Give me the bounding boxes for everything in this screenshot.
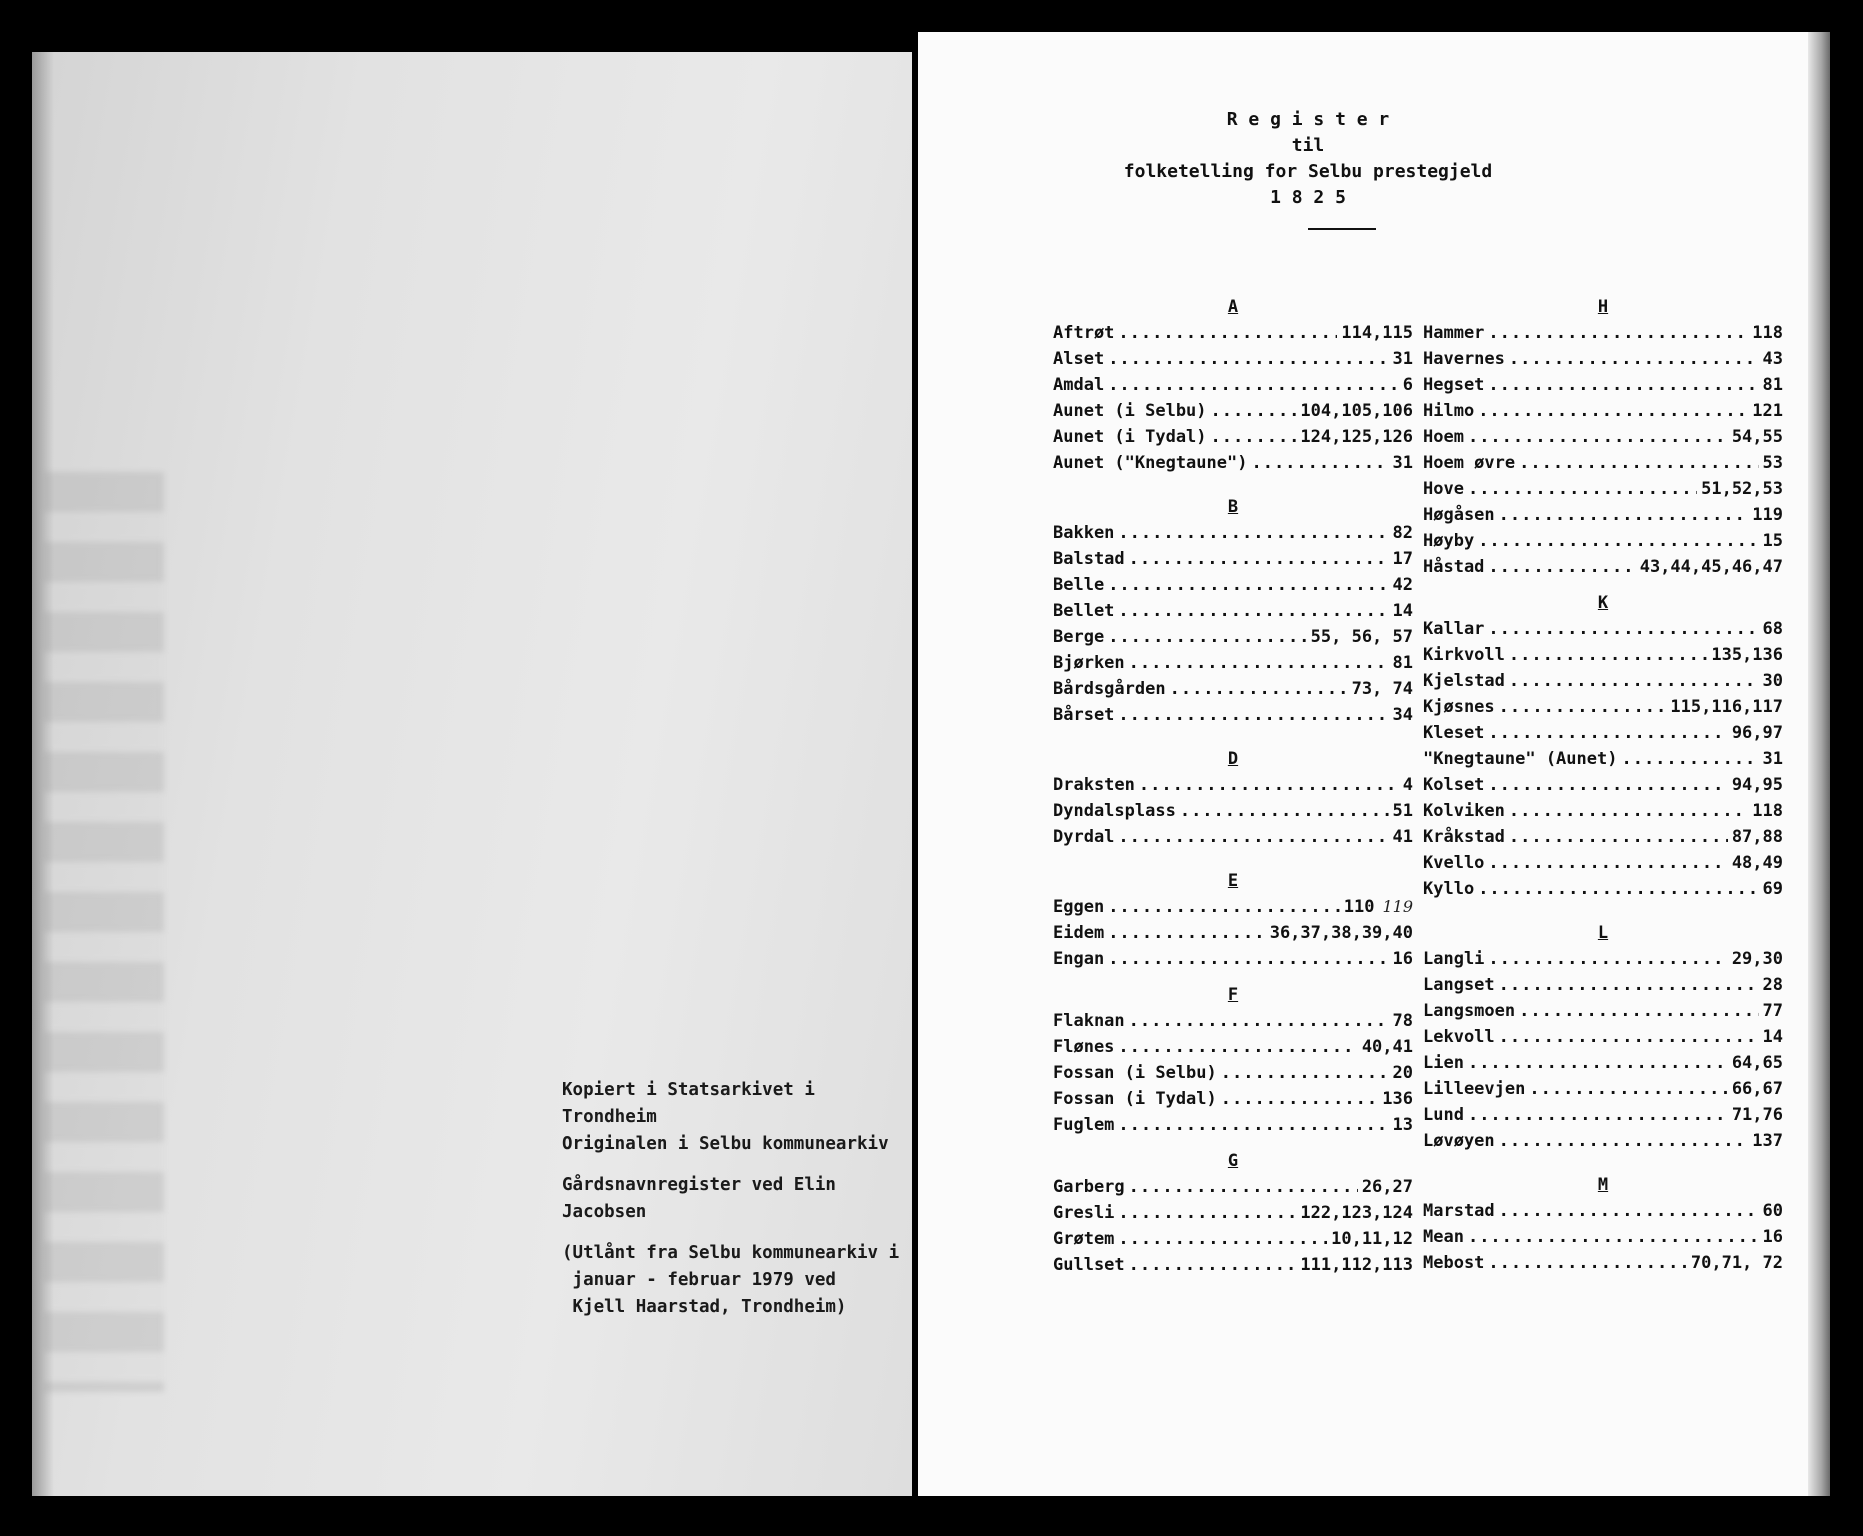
leader-dots xyxy=(1221,1060,1389,1086)
entry-pages: 13 xyxy=(1392,1115,1413,1135)
register-entry xyxy=(1053,1034,1413,1060)
entry-pages: 69 xyxy=(1762,879,1783,899)
leader-dots xyxy=(1118,1200,1296,1226)
register-entry xyxy=(1053,1008,1413,1034)
entry-name: Berge xyxy=(1053,627,1105,647)
leader-dots xyxy=(1108,372,1399,398)
leader-dots xyxy=(1468,1102,1728,1128)
right-page xyxy=(918,32,1830,1496)
register-entry xyxy=(1053,598,1413,624)
title-underline xyxy=(1308,228,1376,230)
entry-name: Bakken xyxy=(1053,523,1115,543)
leader-dots xyxy=(1499,1128,1749,1154)
entry-name: Kråkstad xyxy=(1423,827,1505,847)
entry-pages: 30 xyxy=(1762,671,1783,691)
entry-name: Langset xyxy=(1423,975,1495,995)
leader-dots xyxy=(1488,1250,1686,1276)
leader-dots xyxy=(1478,398,1748,424)
register-entry xyxy=(1423,1250,1783,1276)
leader-dots xyxy=(1129,546,1389,572)
archive-note-line: Gårdsnavnregister ved Elin Jacobsen xyxy=(562,1175,836,1222)
register-entry xyxy=(1053,894,1413,920)
entry-name: Draksten xyxy=(1053,775,1135,795)
register-entry xyxy=(1423,528,1783,554)
register-entry xyxy=(1053,424,1413,450)
register-entry xyxy=(1053,702,1413,728)
register-entry xyxy=(1423,972,1783,998)
entry-pages: 114,115 xyxy=(1341,323,1413,343)
register-year: 1 8 2 5 xyxy=(1270,187,1346,208)
register-entry xyxy=(1423,642,1783,668)
leader-dots xyxy=(1499,502,1749,528)
page-edge xyxy=(1808,32,1830,1496)
entry-pages: 15 xyxy=(1762,531,1783,551)
register-entry xyxy=(1053,920,1413,946)
entry-name: Bårset xyxy=(1053,705,1115,725)
archive-note-line: Originalen i Selbu kommunearkiv xyxy=(562,1134,889,1154)
entry-pages: 60 xyxy=(1762,1201,1783,1221)
leader-dots xyxy=(1621,746,1758,772)
entry-name: Eggen xyxy=(1053,897,1105,917)
leader-dots xyxy=(1180,798,1389,824)
entry-name: Belle xyxy=(1053,575,1105,595)
register-entry xyxy=(1053,1200,1413,1226)
entry-pages: 71,76 xyxy=(1731,1105,1783,1125)
section-letter-d: D xyxy=(1227,749,1239,769)
entry-pages: 119 xyxy=(1752,505,1783,525)
entry-pages: 29,30 xyxy=(1731,949,1783,969)
entry-pages: 81 xyxy=(1392,653,1413,673)
leader-dots xyxy=(1488,554,1635,580)
entry-pages: 10,11,12 xyxy=(1331,1229,1413,1249)
entry-pages: 36,37,38,39,40 xyxy=(1269,923,1413,943)
entry-name: Håstad xyxy=(1423,557,1485,577)
entry-pages: 4 xyxy=(1402,775,1413,795)
entry-name: Engan xyxy=(1053,949,1105,969)
register-entry xyxy=(1423,746,1783,772)
register-entry xyxy=(1053,372,1413,398)
entry-pages: 26,27 xyxy=(1361,1177,1413,1197)
entry-name: Grøtem xyxy=(1053,1229,1115,1249)
entry-name: Bårdsgården xyxy=(1053,679,1166,699)
register-entry xyxy=(1053,624,1413,650)
entry-name: Aftrøt xyxy=(1053,323,1115,343)
index-column-right xyxy=(1423,294,1783,1276)
section-letter-h: H xyxy=(1597,297,1609,317)
leader-dots xyxy=(1478,876,1758,902)
entry-pages: 16 xyxy=(1392,949,1413,969)
entry-pages: 16 xyxy=(1762,1227,1783,1247)
entry-name: Marstad xyxy=(1423,1201,1495,1221)
register-entry xyxy=(1423,372,1783,398)
section-letter-a: A xyxy=(1227,297,1239,317)
entry-pages: 82 xyxy=(1392,523,1413,543)
leader-dots xyxy=(1509,668,1759,694)
entry-pages: 115,116,117 xyxy=(1670,697,1783,717)
entry-name: Lilleevjen xyxy=(1423,1079,1526,1099)
leader-dots xyxy=(1488,320,1748,346)
leader-dots xyxy=(1509,346,1759,372)
entry-pages: 81 xyxy=(1762,375,1783,395)
entry-name: Kleset xyxy=(1423,723,1485,743)
register-entry xyxy=(1053,1112,1413,1138)
entry-name: Kvello xyxy=(1423,853,1485,873)
entry-name: Hoem øvre xyxy=(1423,453,1516,473)
register-entry xyxy=(1423,998,1783,1024)
leader-dots xyxy=(1108,920,1266,946)
register-entry xyxy=(1053,772,1413,798)
register-entry xyxy=(1053,1174,1413,1200)
archive-note-line: Kjell Haarstad, Trondheim) xyxy=(562,1297,847,1317)
register-entry xyxy=(1053,676,1413,702)
entry-pages: 40,41 xyxy=(1361,1037,1413,1057)
archive-note-line: (Utlånt fra Selbu kommunearkiv i xyxy=(562,1243,900,1263)
leader-dots xyxy=(1118,1034,1357,1060)
leader-dots xyxy=(1129,1252,1297,1278)
entry-name: Flønes xyxy=(1053,1037,1115,1057)
leader-dots xyxy=(1108,894,1340,920)
entry-pages: 51,52,53 xyxy=(1701,479,1783,499)
entry-pages: 48,49 xyxy=(1731,853,1783,873)
entry-name: Hilmo xyxy=(1423,401,1475,421)
entry-name: Dyndalsplass xyxy=(1053,801,1176,821)
leader-dots xyxy=(1468,1224,1759,1250)
entry-pages: 42 xyxy=(1392,575,1413,595)
leader-dots xyxy=(1488,372,1758,398)
register-entry xyxy=(1423,946,1783,972)
register-entry xyxy=(1423,668,1783,694)
register-entry xyxy=(1423,1024,1783,1050)
entry-pages: 31 xyxy=(1392,453,1413,473)
register-entry xyxy=(1053,450,1413,476)
entry-pages: 53 xyxy=(1762,453,1783,473)
register-entry xyxy=(1053,346,1413,372)
entry-name: Alset xyxy=(1053,349,1105,369)
entry-pages: 34 xyxy=(1392,705,1413,725)
entry-name: Hammer xyxy=(1423,323,1485,343)
section-letter-b: B xyxy=(1227,497,1239,517)
register-entry xyxy=(1423,798,1783,824)
leader-dots xyxy=(1129,1174,1358,1200)
entry-name: Høgåsen xyxy=(1423,505,1495,525)
section-letter-m: M xyxy=(1597,1175,1609,1195)
register-entry xyxy=(1423,554,1783,580)
register-entry xyxy=(1053,1060,1413,1086)
register-entry xyxy=(1423,850,1783,876)
register-entry xyxy=(1053,798,1413,824)
entry-pages: 121 xyxy=(1752,401,1783,421)
entry-name: Gullset xyxy=(1053,1255,1125,1275)
entry-name: Bellet xyxy=(1053,601,1115,621)
leader-dots xyxy=(1519,998,1758,1024)
entry-pages: 66,67 xyxy=(1731,1079,1783,1099)
register-entry xyxy=(1423,502,1783,528)
entry-name: Aunet (i Selbu) xyxy=(1053,401,1207,421)
entry-name: Eidem xyxy=(1053,923,1105,943)
register-entry xyxy=(1423,1224,1783,1250)
entry-name: Aunet (i Tydal) xyxy=(1053,427,1207,447)
entry-pages: 64,65 xyxy=(1731,1053,1783,1073)
leader-dots xyxy=(1499,972,1759,998)
entry-name: Bjørken xyxy=(1053,653,1125,673)
section-letter-k: K xyxy=(1597,593,1609,613)
entry-pages: 31 xyxy=(1762,749,1783,769)
entry-name: Aunet ("Knegtaune") xyxy=(1053,453,1248,473)
archive-note-line: januar - februar 1979 ved xyxy=(562,1270,836,1290)
entry-name: Balstad xyxy=(1053,549,1125,569)
leader-dots xyxy=(1118,1112,1388,1138)
register-entry xyxy=(1053,824,1413,850)
leader-dots xyxy=(1468,476,1697,502)
entry-name: Kyllo xyxy=(1423,879,1475,899)
entry-name: Kolset xyxy=(1423,775,1485,795)
register-entry xyxy=(1053,546,1413,572)
register-entry xyxy=(1423,876,1783,902)
leader-dots xyxy=(1108,346,1388,372)
leader-dots xyxy=(1118,320,1337,346)
leader-dots xyxy=(1478,528,1758,554)
entry-name: Fossan (i Tydal) xyxy=(1053,1089,1217,1109)
register-entry xyxy=(1423,476,1783,502)
entry-pages: 31 xyxy=(1392,349,1413,369)
handwritten-correction: 119 xyxy=(1382,897,1413,916)
leader-dots xyxy=(1118,1226,1327,1252)
register-entry xyxy=(1423,424,1783,450)
entry-name: Garberg xyxy=(1053,1177,1125,1197)
register-entry xyxy=(1053,1252,1413,1278)
entry-pages: 118 xyxy=(1752,801,1783,821)
entry-name: Mean xyxy=(1423,1227,1464,1247)
entry-pages: 28 xyxy=(1762,975,1783,995)
register-entry xyxy=(1423,694,1783,720)
entry-pages: 104,105,106 xyxy=(1300,401,1413,421)
register-entry xyxy=(1423,1102,1783,1128)
entry-name: Mebost xyxy=(1423,1253,1485,1273)
entry-name: Fossan (i Selbu) xyxy=(1053,1063,1217,1083)
entry-pages: 70,71, 72 xyxy=(1690,1253,1783,1273)
entry-pages: 135,136 xyxy=(1711,645,1783,665)
leader-dots xyxy=(1108,572,1388,598)
register-entry xyxy=(1423,1198,1783,1224)
leader-dots xyxy=(1499,1024,1759,1050)
register-entry xyxy=(1423,616,1783,642)
leader-dots xyxy=(1118,598,1388,624)
register-entry xyxy=(1053,520,1413,546)
leader-dots xyxy=(1488,720,1727,746)
entry-pages: 77 xyxy=(1762,1001,1783,1021)
entry-pages: 14 xyxy=(1762,1027,1783,1047)
leader-dots xyxy=(1488,616,1758,642)
section-letter-e: E xyxy=(1227,871,1239,891)
entry-name: Lien xyxy=(1423,1053,1464,1073)
bleed-through-stamp xyxy=(44,472,164,1392)
leader-dots xyxy=(1211,424,1297,450)
entry-name: Kolviken xyxy=(1423,801,1505,821)
entry-name: Fuglem xyxy=(1053,1115,1115,1135)
leader-dots xyxy=(1488,850,1727,876)
leader-dots xyxy=(1509,824,1728,850)
register-entry xyxy=(1423,346,1783,372)
entry-name: Kirkvoll xyxy=(1423,645,1505,665)
entry-pages: 136 xyxy=(1382,1089,1413,1109)
entry-pages: 96,97 xyxy=(1731,723,1783,743)
register-title: R e g i s t e r xyxy=(1226,109,1390,130)
register-entry xyxy=(1423,720,1783,746)
archive-note-line: Kopiert i Statsarkivet i Trondheim xyxy=(562,1080,815,1127)
leader-dots xyxy=(1118,702,1388,728)
register-entry xyxy=(1053,1086,1413,1112)
register-entry xyxy=(1423,398,1783,424)
leader-dots xyxy=(1139,772,1399,798)
entry-pages: 20 xyxy=(1392,1063,1413,1083)
section-letter-l: L xyxy=(1597,923,1609,943)
entry-name: Langsmoen xyxy=(1423,1001,1516,1021)
register-entry xyxy=(1053,1226,1413,1252)
leader-dots xyxy=(1108,624,1306,650)
leader-dots xyxy=(1509,642,1707,668)
register-entry xyxy=(1053,946,1413,972)
entry-pages: 43 xyxy=(1762,349,1783,369)
leader-dots xyxy=(1499,694,1667,720)
entry-pages: 122,123,124 xyxy=(1300,1203,1413,1223)
entry-name: Amdal xyxy=(1053,375,1105,395)
entry-name: Gresli xyxy=(1053,1203,1115,1223)
entry-pages: 124,125,126 xyxy=(1300,427,1413,447)
register-entry xyxy=(1053,650,1413,676)
register-entry xyxy=(1423,320,1783,346)
entry-name: Kallar xyxy=(1423,619,1485,639)
entry-name: Flaknan xyxy=(1053,1011,1125,1031)
section-letter-g: G xyxy=(1227,1151,1239,1171)
entry-pages: 78 xyxy=(1392,1011,1413,1031)
leader-dots xyxy=(1499,1198,1759,1224)
register-entry xyxy=(1423,450,1783,476)
entry-pages: 55, 56, 57 xyxy=(1310,627,1413,647)
entry-pages: 87,88 xyxy=(1731,827,1783,847)
entry-pages: 73, 74 xyxy=(1351,679,1413,699)
leader-dots xyxy=(1170,676,1348,702)
entry-pages: 41 xyxy=(1392,827,1413,847)
section-letter-f: F xyxy=(1227,985,1239,1005)
entry-pages: 51 xyxy=(1392,801,1413,821)
leader-dots xyxy=(1118,824,1388,850)
register-entry xyxy=(1053,320,1413,346)
archive-notes xyxy=(562,1077,912,1321)
entry-name: Hegset xyxy=(1423,375,1485,395)
entry-name: Kjelstad xyxy=(1423,671,1505,691)
entry-name: Løvøyen xyxy=(1423,1131,1495,1151)
entry-pages: 17 xyxy=(1392,549,1413,569)
leader-dots xyxy=(1519,450,1758,476)
entry-name: Lund xyxy=(1423,1105,1464,1125)
register-entry xyxy=(1423,772,1783,798)
entry-name: "Knegtaune" (Aunet) xyxy=(1423,749,1618,769)
entry-pages: 68 xyxy=(1762,619,1783,639)
register-entry xyxy=(1423,1050,1783,1076)
leader-dots xyxy=(1221,1086,1379,1112)
register-subtitle-til: til xyxy=(1291,135,1325,156)
entry-pages: 14 xyxy=(1392,601,1413,621)
entry-pages: 118 xyxy=(1752,323,1783,343)
leader-dots xyxy=(1211,398,1297,424)
entry-name: Hove xyxy=(1423,479,1464,499)
entry-pages: 111,112,113 xyxy=(1300,1255,1413,1275)
leader-dots xyxy=(1468,424,1728,450)
register-entry xyxy=(1053,398,1413,424)
entry-pages: 110 xyxy=(1343,897,1375,917)
entry-name: Dyrdal xyxy=(1053,827,1115,847)
entry-name: Hoem xyxy=(1423,427,1464,447)
leader-dots xyxy=(1488,772,1727,798)
entry-name: Lekvoll xyxy=(1423,1027,1495,1047)
entry-pages: 137 xyxy=(1752,1131,1783,1151)
leader-dots xyxy=(1129,650,1389,676)
register-entry xyxy=(1423,1076,1783,1102)
register-subtitle: folketelling for Selbu prestegjeld xyxy=(1123,161,1493,182)
index-column-left xyxy=(1053,294,1413,1278)
leader-dots xyxy=(1529,1076,1727,1102)
leader-dots xyxy=(1129,1008,1389,1034)
leader-dots xyxy=(1509,798,1748,824)
leader-dots xyxy=(1251,450,1388,476)
leader-dots xyxy=(1468,1050,1728,1076)
leader-dots xyxy=(1108,946,1388,972)
entry-pages: 54,55 xyxy=(1731,427,1783,447)
register-entry xyxy=(1053,572,1413,598)
entry-name: Kjøsnes xyxy=(1423,697,1495,717)
entry-name: Havernes xyxy=(1423,349,1505,369)
register-entry xyxy=(1423,824,1783,850)
register-entry xyxy=(1423,1128,1783,1154)
entry-name: Høyby xyxy=(1423,531,1475,551)
leader-dots xyxy=(1488,946,1727,972)
entry-pages: 94,95 xyxy=(1731,775,1783,795)
entry-name: Langli xyxy=(1423,949,1485,969)
leader-dots xyxy=(1118,520,1388,546)
entry-pages: 6 xyxy=(1402,375,1413,395)
left-page xyxy=(32,52,912,1496)
entry-pages: 43,44,45,46,47 xyxy=(1639,557,1783,577)
